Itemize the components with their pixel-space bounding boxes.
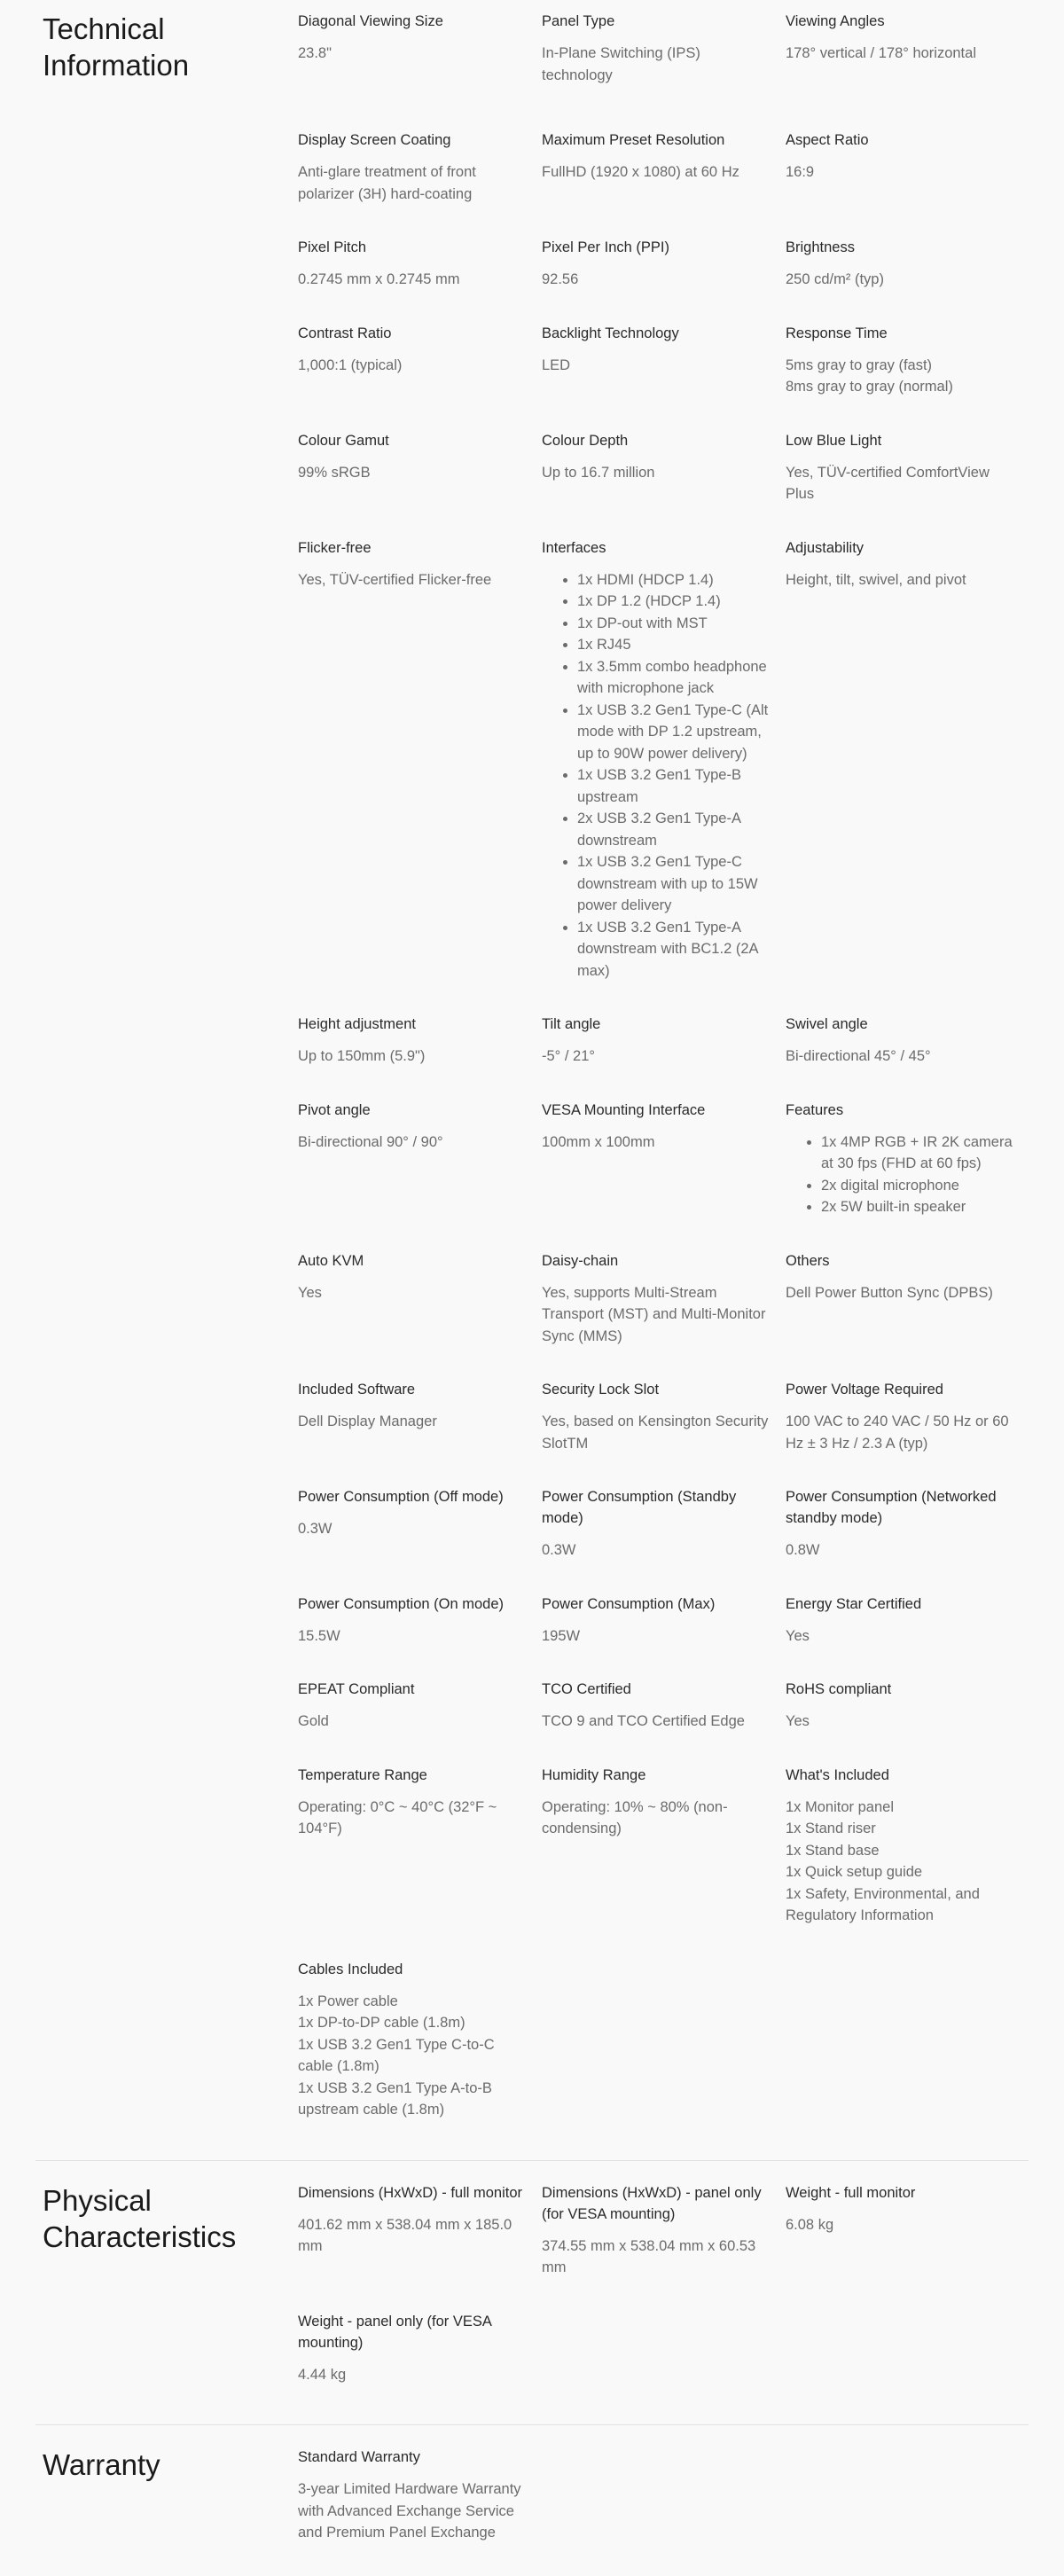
spec-value [786, 1131, 1016, 1218]
section-title: Physical Characteristics [43, 2183, 237, 2253]
spec-item-interfaces [542, 537, 786, 1014]
spec-label: Diagonal Viewing Size [298, 13, 443, 29]
spec-label: Power Consumption (Standby mode) [542, 1489, 737, 1526]
spec-item-colour-depth [542, 430, 786, 516]
spec-item-others [786, 1250, 1029, 1336]
spec-value-line: 178° vertical / 178° horizontal [786, 45, 976, 61]
section-title: Warranty [43, 2448, 160, 2481]
spec-value-line: Dell Power Button Sync (DPBS) [786, 1284, 993, 1301]
spec-value-line: 100 VAC to 240 VAC / 50 Hz or 60 Hz ± 3 Hz / 2.3 A (typ) [786, 1413, 1009, 1452]
spec-label: Standard Warranty [298, 2449, 420, 2465]
spec-grid [298, 2182, 1029, 2418]
spec-value [786, 1797, 1016, 1927]
spec-value-line: 0.2745 mm x 0.2745 mm [298, 271, 460, 287]
spec-label: Aspect Ratio [786, 132, 869, 148]
spec-value [786, 2214, 1016, 2236]
spec-value-line: 250 cd/m² (typ) [786, 271, 884, 287]
spec-value-line: 1x Power cable [298, 1993, 398, 2009]
spec-item-power-consumption-off-mode [298, 1486, 542, 1572]
spec-value-line: 1x Quick setup guide [786, 1864, 923, 1880]
spec-value-line: 1x Stand base [786, 1842, 880, 1859]
spec-value [786, 269, 1016, 291]
spec-item-dimensions-hxwxd-panel-only-for-vesa-mounting [542, 2182, 786, 2311]
spec-item-temperature-range [298, 1765, 542, 1872]
list-item: • 2x USB 3.2 Gen1 Type-A downstream [577, 808, 773, 851]
spec-item-height-adjustment [298, 1014, 542, 1100]
spec-item-flicker-free [298, 537, 542, 623]
spec-label: Adjustability [786, 539, 864, 556]
spec-value [542, 1797, 773, 1840]
spec-item-colour-gamut [298, 430, 542, 516]
spec-value-line: 195W [542, 1627, 581, 1644]
spec-item-auto-kvm [298, 1250, 542, 1336]
spec-item-weight-panel-only-for-vesa-mounting [298, 2311, 542, 2418]
spec-label: Power Consumption (Networked standby mode) [786, 1489, 997, 1526]
spec-item-pixel-per-inch-ppi [542, 237, 786, 323]
spec-item-features [786, 1100, 1029, 1250]
spec-label: RoHS compliant [786, 1681, 892, 1697]
spec-grid [298, 2447, 1029, 2576]
spec-label: Response Time [786, 325, 888, 341]
spec-item-aspect-ratio [786, 129, 1029, 215]
spec-item-maximum-preset-resolution [542, 129, 786, 215]
list-item: • 1x RJ45 [577, 634, 773, 656]
spec-label: Power Voltage Required [786, 1382, 943, 1398]
list-item: • 1x HDMI (HDCP 1.4) [577, 569, 773, 591]
spec-value [298, 355, 529, 377]
spec-value-line: 99% sRGB [298, 464, 371, 481]
spec-item-display-screen-coating [298, 129, 542, 237]
spec-item-power-consumption-on-mode [298, 1593, 542, 1679]
spec-value-line: TCO 9 and TCO Certified Edge [542, 1713, 745, 1729]
spec-value-line: 15.5W [298, 1627, 340, 1644]
spec-value [542, 43, 773, 86]
spec-item-contrast-ratio [298, 323, 542, 409]
spec-item-power-consumption-max [542, 1593, 786, 1679]
spec-label: Others [786, 1252, 830, 1269]
spec-label: Dimensions (HxWxD) - panel only (for VESA mounting) [542, 2184, 762, 2222]
spec-label: Temperature Range [298, 1766, 427, 1783]
spec-bullet-list [786, 1131, 1016, 1218]
spec-label: Included Software [298, 1382, 416, 1398]
spec-value [298, 2214, 529, 2258]
spec-label: Features [786, 1101, 844, 1118]
spec-label: Interfaces [542, 539, 606, 556]
spec-value [786, 43, 1016, 65]
spec-value-line: 1,000:1 (typical) [298, 356, 403, 373]
section-physical-characteristics [35, 2161, 1029, 2418]
spec-label: Contrast Ratio [298, 325, 392, 341]
spec-item-adjustability [786, 537, 1029, 623]
spec-item-power-consumption-standby-mode [542, 1486, 786, 1593]
spec-label: Tilt angle [542, 1016, 601, 1032]
spec-item-humidity-range [542, 1765, 786, 1872]
spec-value-line: LED [542, 356, 571, 373]
spec-value-line: Yes [298, 1284, 322, 1301]
spec-value-line: 1x USB 3.2 Gen1 Type C-to-C cable (1.8m) [298, 2036, 495, 2074]
spec-value-line: Yes, TÜV-certified ComfortView Plus [786, 464, 990, 502]
spec-label: Power Consumption (On mode) [298, 1595, 505, 1612]
spec-label: Weight - full monitor [786, 2184, 916, 2201]
spec-value-line: Anti-glare treatment of front polarizer (3H) hard-coating [298, 164, 476, 202]
list-item: • 1x 4MP RGB + IR 2K camera at 30 fps (FHD at 60 fps) [821, 1131, 1016, 1175]
spec-label: Pixel Per Inch (PPI) [542, 239, 669, 255]
spec-value-line: Dell Display Manager [298, 1413, 437, 1429]
spec-item-vesa-mounting-interface [542, 1100, 786, 1186]
spec-label: Swivel angle [786, 1016, 868, 1032]
list-item: • 1x 3.5mm combo headphone with microphone jack [577, 656, 773, 700]
spec-value-line: Yes, TÜV-certified Flicker-free [298, 571, 492, 588]
spec-value [298, 1797, 529, 1840]
spec-value [786, 1625, 1016, 1648]
spec-value [298, 1282, 529, 1304]
spec-value [786, 1282, 1016, 1304]
spec-value [298, 569, 529, 591]
spec-item-pivot-angle [298, 1100, 542, 1186]
spec-value-line: 0.3W [542, 1542, 576, 1558]
list-item: • 1x USB 3.2 Gen1 Type-A downstream with BC1.2 (2A max) [577, 917, 773, 983]
spec-label: EPEAT Compliant [298, 1681, 415, 1697]
spec-value-line: -5° / 21° [542, 1048, 595, 1064]
list-item: • 2x digital microphone [821, 1175, 1016, 1197]
spec-value-line: 1x USB 3.2 Gen1 Type A-to-B upstream cable (1.8m) [298, 2079, 492, 2118]
spec-value-line: 6.08 kg [786, 2216, 834, 2233]
spec-value-line: 3-year Limited Hardware Warranty with Advanced Exchange Service and Premium Panel Exchange [298, 2481, 521, 2541]
spec-value [542, 569, 773, 983]
spec-value [298, 1045, 529, 1068]
spec-label: Low Blue Light [786, 432, 882, 449]
spec-item-backlight-technology [542, 323, 786, 409]
spec-value [786, 1411, 1016, 1454]
spec-item-viewing-angles [786, 11, 1029, 108]
list-item: • 1x DP 1.2 (HDCP 1.4) [577, 591, 773, 613]
section-warranty [35, 2425, 1029, 2576]
spec-label: Pixel Pitch [298, 239, 367, 255]
spec-item-panel-type [542, 11, 786, 129]
spec-item-power-voltage-required [786, 1379, 1029, 1486]
spec-item-pixel-pitch [298, 237, 542, 323]
spec-bullet-list [542, 569, 773, 983]
spec-label: Display Screen Coating [298, 132, 451, 148]
spec-value-line: 92.56 [542, 271, 579, 287]
spec-value [786, 1711, 1016, 1733]
spec-item-diagonal-viewing-size [298, 11, 542, 108]
spec-label: Humidity Range [542, 1766, 646, 1783]
spec-value [786, 1539, 1016, 1562]
spec-value-line: Yes, supports Multi-Stream Transport (MST) and Multi-Monitor Sync (MMS) [542, 1284, 766, 1344]
spec-value [298, 269, 529, 291]
spec-label: Maximum Preset Resolution [542, 132, 725, 148]
spec-value [298, 1518, 529, 1540]
spec-item-included-software [298, 1379, 542, 1465]
spec-value [542, 1131, 773, 1154]
spec-value [298, 1711, 529, 1733]
spec-value [542, 1625, 773, 1648]
spec-label: Daisy-chain [542, 1252, 619, 1269]
spec-value [786, 355, 1016, 398]
spec-item-daisy-chain [542, 1250, 786, 1380]
spec-label: TCO Certified [542, 1681, 631, 1697]
spec-label: Pivot angle [298, 1101, 371, 1118]
spec-item-standard-warranty [298, 2447, 542, 2576]
spec-value-line: Bi-directional 45° / 45° [786, 1048, 931, 1064]
section-title: Technical Information [43, 12, 190, 82]
spec-value [542, 1411, 773, 1454]
spec-value [298, 2478, 529, 2544]
spec-value-line: 16:9 [786, 164, 815, 180]
spec-label: Colour Depth [542, 432, 629, 449]
spec-label: Dimensions (HxWxD) - full monitor [298, 2184, 523, 2201]
spec-value-line: FullHD (1920 x 1080) at 60 Hz [542, 164, 739, 180]
spec-value [298, 1991, 529, 2121]
spec-value [298, 1625, 529, 1648]
spec-item-epeat-compliant [298, 1679, 542, 1765]
spec-item-security-lock-slot [542, 1379, 786, 1486]
spec-value-line: 0.3W [298, 1521, 332, 1537]
spec-value-line: Operating: 0°C ~ 40°C (32°F ~ 104°F) [298, 1798, 497, 1836]
spec-item-brightness [786, 237, 1029, 323]
spec-value-line: In-Plane Switching (IPS) technology [542, 45, 700, 83]
spec-item-tilt-angle [542, 1014, 786, 1100]
spec-value-line: 1x DP-to-DP cable (1.8m) [298, 2015, 466, 2031]
spec-value-line: 374.55 mm x 538.04 mm x 60.53 mm [542, 2237, 756, 2275]
spec-value-line: Gold [298, 1713, 329, 1729]
list-item: • 1x USB 3.2 Gen1 Type-C (Alt mode with DP 1.2 upstream, up to 90W power delivery) [577, 700, 773, 765]
spec-label: Security Lock Slot [542, 1382, 660, 1398]
spec-value [542, 1539, 773, 1562]
spec-value-line: 8ms gray to gray (normal) [786, 379, 953, 395]
spec-value [542, 355, 773, 377]
spec-value-line: Height, tilt, swivel, and pivot [786, 571, 966, 588]
spec-label: Power Consumption (Max) [542, 1595, 716, 1612]
spec-label: Panel Type [542, 13, 615, 29]
spec-value [298, 462, 529, 484]
spec-item-response-time [786, 323, 1029, 430]
spec-value-line: 23.8" [298, 45, 332, 61]
spec-value-line: Operating: 10% ~ 80% (non-condensing) [542, 1798, 728, 1836]
spec-value-line: 5ms gray to gray (fast) [786, 356, 933, 373]
spec-value [298, 1131, 529, 1154]
spec-value [786, 1045, 1016, 1068]
list-item: • 1x USB 3.2 Gen1 Type-C downstream with up to 15W power delivery [577, 851, 773, 917]
spec-label: Auto KVM [298, 1252, 364, 1269]
spec-label: Power Consumption (Off mode) [298, 1489, 504, 1505]
spec-item-energy-star-certified [786, 1593, 1029, 1679]
spec-value-line: 4.44 kg [298, 2366, 347, 2383]
spec-item-tco-certified [542, 1679, 786, 1765]
spec-label: Backlight Technology [542, 325, 679, 341]
spec-value-line: 100mm x 100mm [542, 1133, 655, 1150]
spec-value [542, 2235, 773, 2279]
spec-value-line: Yes, based on Kensington Security SlotTM [542, 1413, 769, 1452]
spec-label: Cables Included [298, 1961, 403, 1977]
spec-item-power-consumption-networked-standby-mode [786, 1486, 1029, 1593]
spec-label: Weight - panel only (for VESA mounting) [298, 2313, 491, 2351]
list-item: • 2x 5W built-in speaker [821, 1196, 1016, 1218]
spec-value-line: Bi-directional 90° / 90° [298, 1133, 443, 1150]
section-technical-information [35, 0, 1029, 2153]
spec-value [542, 269, 773, 291]
spec-value-line: 1x Stand riser [786, 1820, 876, 1836]
spec-value [786, 569, 1016, 591]
spec-value-line: 0.8W [786, 1542, 820, 1558]
spec-value [542, 462, 773, 484]
spec-value [542, 1711, 773, 1733]
spec-value-line: Up to 150mm (5.9") [298, 1048, 426, 1064]
spec-item-cables-included [298, 1959, 542, 2153]
spec-value-line: Yes [786, 1627, 810, 1644]
list-item: • 1x DP-out with MST [577, 613, 773, 635]
spec-value [542, 1045, 773, 1068]
spec-value [542, 1282, 773, 1348]
spec-label: Viewing Angles [786, 13, 885, 29]
spec-label: Energy Star Certified [786, 1595, 922, 1612]
spec-value-line: Yes [786, 1713, 810, 1729]
spec-value-line: 1x Safety, Environmental, and Regulatory Information [786, 1885, 980, 1923]
spec-item-swivel-angle [786, 1014, 1029, 1100]
spec-value [298, 43, 529, 65]
spec-value [786, 161, 1016, 184]
spec-label: VESA Mounting Interface [542, 1101, 706, 1118]
spec-value-line: 1x Monitor panel [786, 1798, 894, 1815]
spec-item-dimensions-hxwxd-full-monitor [298, 2182, 542, 2290]
list-item: • 1x USB 3.2 Gen1 Type-B upstream [577, 764, 773, 808]
spec-value [298, 2364, 529, 2386]
spec-value-line: Up to 16.7 million [542, 464, 655, 481]
spec-value [542, 161, 773, 184]
spec-label: Flicker-free [298, 539, 372, 556]
spec-label: Brightness [786, 239, 855, 255]
spec-item-what-s-included [786, 1765, 1029, 1959]
spec-label: What's Included [786, 1766, 889, 1783]
spec-grid [298, 11, 1029, 2153]
spec-value [298, 161, 529, 205]
spec-value [298, 1411, 529, 1433]
spec-item-low-blue-light [786, 430, 1029, 537]
spec-value [786, 462, 1016, 505]
spec-item-rohs-compliant [786, 1679, 1029, 1765]
spec-value-line: 401.62 mm x 538.04 mm x 185.0 mm [298, 2216, 512, 2254]
spec-item-weight-full-monitor [786, 2182, 1029, 2268]
spec-label: Height adjustment [298, 1016, 416, 1032]
spec-label: Colour Gamut [298, 432, 389, 449]
